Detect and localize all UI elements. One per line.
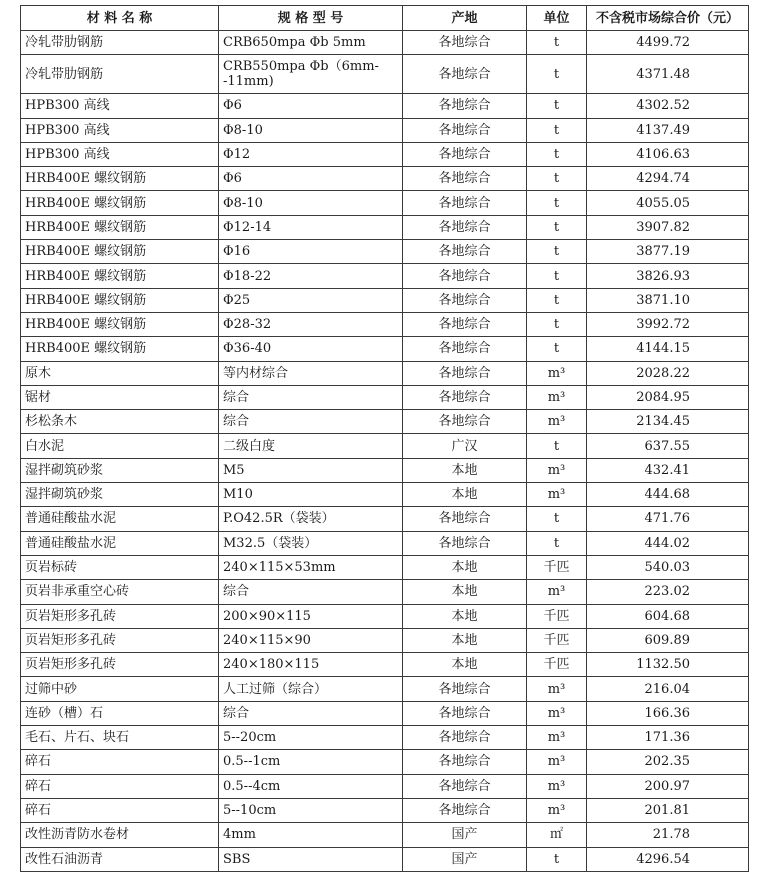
cell-unit: t bbox=[527, 240, 587, 264]
cell-specification: Φ6 bbox=[219, 167, 403, 191]
cell-unit: 千匹 bbox=[527, 653, 587, 677]
cell-specification: 200×90×115 bbox=[219, 604, 403, 628]
cell-unit: m³ bbox=[527, 361, 587, 385]
cell-price: 604.68 bbox=[587, 604, 749, 628]
cell-price: 166.36 bbox=[587, 701, 749, 725]
cell-price: 4137.49 bbox=[587, 118, 749, 142]
table-row bbox=[21, 142, 749, 166]
table-row bbox=[21, 531, 749, 555]
cell-material-name: 碎石 bbox=[21, 750, 219, 774]
table-row bbox=[21, 483, 749, 507]
table-row bbox=[21, 337, 749, 361]
cell-material-name: 原木 bbox=[21, 361, 219, 385]
cell-price: 4055.05 bbox=[587, 191, 749, 215]
cell-origin: 各地综合 bbox=[403, 31, 527, 55]
cell-material-name: 碎石 bbox=[21, 798, 219, 822]
cell-specification: Φ12-14 bbox=[219, 215, 403, 239]
cell-price: 4144.15 bbox=[587, 337, 749, 361]
table-row bbox=[21, 240, 749, 264]
cell-price: 432.41 bbox=[587, 458, 749, 482]
cell-origin: 各地综合 bbox=[403, 167, 527, 191]
table-row bbox=[21, 750, 749, 774]
cell-price: 223.02 bbox=[587, 580, 749, 604]
cell-material-name: 改性石油沥青 bbox=[21, 847, 219, 871]
cell-specification: 0.5--4cm bbox=[219, 774, 403, 798]
cell-origin: 本地 bbox=[403, 628, 527, 652]
table-row bbox=[21, 677, 749, 701]
table-row bbox=[21, 458, 749, 482]
cell-unit: t bbox=[527, 191, 587, 215]
table-row bbox=[21, 385, 749, 409]
cell-specification: M32.5（袋装） bbox=[219, 531, 403, 555]
cell-origin: 各地综合 bbox=[403, 94, 527, 118]
table-row bbox=[21, 94, 749, 118]
cell-price: 4499.72 bbox=[587, 31, 749, 55]
cell-price: 637.55 bbox=[587, 434, 749, 458]
cell-origin: 各地综合 bbox=[403, 337, 527, 361]
cell-unit: t bbox=[527, 31, 587, 55]
cell-unit: t bbox=[527, 337, 587, 361]
cell-origin: 广汉 bbox=[403, 434, 527, 458]
cell-specification: 5--10cm bbox=[219, 798, 403, 822]
cell-unit: t bbox=[527, 167, 587, 191]
cell-unit: m³ bbox=[527, 458, 587, 482]
cell-specification: 综合 bbox=[219, 410, 403, 434]
cell-origin: 各地综合 bbox=[403, 312, 527, 336]
cell-specification: 综合 bbox=[219, 385, 403, 409]
cell-price: 3871.10 bbox=[587, 288, 749, 312]
cell-specification: CRB550mpa Φb（6mm--11mm) bbox=[219, 55, 403, 94]
table-row bbox=[21, 507, 749, 531]
table-header-row bbox=[21, 6, 749, 31]
cell-material-name: HRB400E 螺纹钢筋 bbox=[21, 312, 219, 336]
table-row bbox=[21, 580, 749, 604]
table-row bbox=[21, 701, 749, 725]
cell-specification: Φ16 bbox=[219, 240, 403, 264]
header-origin: 产地 bbox=[403, 6, 527, 31]
table-row bbox=[21, 798, 749, 822]
table-body bbox=[21, 31, 749, 872]
cell-origin: 国产 bbox=[403, 847, 527, 871]
cell-origin: 各地综合 bbox=[403, 264, 527, 288]
cell-unit: t bbox=[527, 288, 587, 312]
cell-material-name: 页岩矩形多孔砖 bbox=[21, 653, 219, 677]
cell-price: 1132.50 bbox=[587, 653, 749, 677]
cell-material-name: 页岩矩形多孔砖 bbox=[21, 628, 219, 652]
cell-origin: 各地综合 bbox=[403, 774, 527, 798]
cell-specification: 综合 bbox=[219, 701, 403, 725]
cell-unit: t bbox=[527, 118, 587, 142]
cell-material-name: HRB400E 螺纹钢筋 bbox=[21, 167, 219, 191]
cell-specification: Φ6 bbox=[219, 94, 403, 118]
cell-origin: 各地综合 bbox=[403, 361, 527, 385]
cell-origin: 各地综合 bbox=[403, 677, 527, 701]
cell-material-name: HRB400E 螺纹钢筋 bbox=[21, 288, 219, 312]
cell-price: 171.36 bbox=[587, 726, 749, 750]
cell-price: 471.76 bbox=[587, 507, 749, 531]
cell-material-name: 连砂（槽）石 bbox=[21, 701, 219, 725]
cell-price: 216.04 bbox=[587, 677, 749, 701]
cell-unit: t bbox=[527, 507, 587, 531]
cell-origin: 各地综合 bbox=[403, 701, 527, 725]
cell-unit: t bbox=[527, 55, 587, 94]
cell-price: 21.78 bbox=[587, 823, 749, 847]
cell-origin: 各地综合 bbox=[403, 531, 527, 555]
cell-origin: 本地 bbox=[403, 580, 527, 604]
table-row bbox=[21, 361, 749, 385]
cell-material-name: 锯材 bbox=[21, 385, 219, 409]
cell-material-name: HPB300 高线 bbox=[21, 118, 219, 142]
cell-origin: 各地综合 bbox=[403, 240, 527, 264]
cell-price: 2134.45 bbox=[587, 410, 749, 434]
cell-specification: 5--20cm bbox=[219, 726, 403, 750]
table-row bbox=[21, 604, 749, 628]
cell-specification: 人工过筛（综合） bbox=[219, 677, 403, 701]
cell-unit: m³ bbox=[527, 385, 587, 409]
price-table bbox=[20, 5, 749, 872]
cell-price: 540.03 bbox=[587, 555, 749, 579]
table-row bbox=[21, 55, 749, 94]
cell-origin: 各地综合 bbox=[403, 142, 527, 166]
cell-price: 201.81 bbox=[587, 798, 749, 822]
cell-unit: ㎡ bbox=[527, 823, 587, 847]
cell-price: 200.97 bbox=[587, 774, 749, 798]
cell-origin: 本地 bbox=[403, 483, 527, 507]
cell-price: 3907.82 bbox=[587, 215, 749, 239]
table-row bbox=[21, 215, 749, 239]
cell-material-name: 白水泥 bbox=[21, 434, 219, 458]
cell-unit: t bbox=[527, 312, 587, 336]
cell-specification: 等内材综合 bbox=[219, 361, 403, 385]
table-row bbox=[21, 555, 749, 579]
cell-origin: 各地综合 bbox=[403, 798, 527, 822]
cell-origin: 国产 bbox=[403, 823, 527, 847]
cell-material-name: HRB400E 螺纹钢筋 bbox=[21, 240, 219, 264]
cell-origin: 本地 bbox=[403, 458, 527, 482]
cell-material-name: 杉松条木 bbox=[21, 410, 219, 434]
cell-origin: 各地综合 bbox=[403, 191, 527, 215]
table-row bbox=[21, 31, 749, 55]
cell-origin: 本地 bbox=[403, 653, 527, 677]
cell-origin: 本地 bbox=[403, 555, 527, 579]
cell-origin: 各地综合 bbox=[403, 118, 527, 142]
cell-specification: Φ25 bbox=[219, 288, 403, 312]
cell-material-name: 页岩矩形多孔砖 bbox=[21, 604, 219, 628]
cell-unit: 千匹 bbox=[527, 555, 587, 579]
cell-origin: 本地 bbox=[403, 604, 527, 628]
cell-price: 202.35 bbox=[587, 750, 749, 774]
cell-specification: Φ8-10 bbox=[219, 118, 403, 142]
cell-price: 609.89 bbox=[587, 628, 749, 652]
cell-material-name: 页岩非承重空心砖 bbox=[21, 580, 219, 604]
cell-specification: 240×115×53mm bbox=[219, 555, 403, 579]
cell-unit: t bbox=[527, 847, 587, 871]
table-row bbox=[21, 191, 749, 215]
cell-specification: 4mm bbox=[219, 823, 403, 847]
table-row bbox=[21, 653, 749, 677]
cell-material-name: HPB300 高线 bbox=[21, 94, 219, 118]
cell-specification: 二级白度 bbox=[219, 434, 403, 458]
cell-origin: 各地综合 bbox=[403, 215, 527, 239]
cell-price: 3877.19 bbox=[587, 240, 749, 264]
cell-price: 4294.74 bbox=[587, 167, 749, 191]
cell-material-name: 普通硅酸盐水泥 bbox=[21, 507, 219, 531]
cell-unit: t bbox=[527, 531, 587, 555]
table-row bbox=[21, 410, 749, 434]
cell-specification: SBS bbox=[219, 847, 403, 871]
cell-origin: 各地综合 bbox=[403, 385, 527, 409]
cell-price: 2028.22 bbox=[587, 361, 749, 385]
cell-unit: m³ bbox=[527, 580, 587, 604]
cell-specification: M5 bbox=[219, 458, 403, 482]
cell-material-name: HRB400E 螺纹钢筋 bbox=[21, 191, 219, 215]
table-row bbox=[21, 264, 749, 288]
cell-material-name: 改性沥青防水卷材 bbox=[21, 823, 219, 847]
cell-unit: m³ bbox=[527, 750, 587, 774]
cell-specification: 240×115×90 bbox=[219, 628, 403, 652]
cell-unit: t bbox=[527, 264, 587, 288]
cell-unit: m³ bbox=[527, 483, 587, 507]
cell-specification: P.O42.5R（袋装） bbox=[219, 507, 403, 531]
table-row bbox=[21, 628, 749, 652]
table-row bbox=[21, 312, 749, 336]
cell-material-name: 普通硅酸盐水泥 bbox=[21, 531, 219, 555]
cell-material-name: 冷轧带肋钢筋 bbox=[21, 31, 219, 55]
table-row bbox=[21, 288, 749, 312]
cell-origin: 各地综合 bbox=[403, 410, 527, 434]
cell-unit: m³ bbox=[527, 798, 587, 822]
cell-specification: Φ28-32 bbox=[219, 312, 403, 336]
cell-origin: 各地综合 bbox=[403, 55, 527, 94]
table-row bbox=[21, 823, 749, 847]
cell-unit: 千匹 bbox=[527, 628, 587, 652]
header-unit: 单位 bbox=[527, 6, 587, 31]
cell-material-name: 湿拌砌筑砂浆 bbox=[21, 458, 219, 482]
table-row bbox=[21, 847, 749, 871]
header-price: 不含税市场综合价（元） bbox=[587, 6, 749, 31]
cell-origin: 各地综合 bbox=[403, 288, 527, 312]
cell-specification: M10 bbox=[219, 483, 403, 507]
cell-specification: 综合 bbox=[219, 580, 403, 604]
cell-unit: m³ bbox=[527, 726, 587, 750]
cell-price: 4106.63 bbox=[587, 142, 749, 166]
cell-unit: m³ bbox=[527, 677, 587, 701]
cell-material-name: HRB400E 螺纹钢筋 bbox=[21, 337, 219, 361]
cell-material-name: HRB400E 螺纹钢筋 bbox=[21, 264, 219, 288]
cell-specification: Φ8-10 bbox=[219, 191, 403, 215]
cell-unit: t bbox=[527, 94, 587, 118]
cell-price: 2084.95 bbox=[587, 385, 749, 409]
cell-material-name: 页岩标砖 bbox=[21, 555, 219, 579]
cell-unit: t bbox=[527, 215, 587, 239]
cell-material-name: 碎石 bbox=[21, 774, 219, 798]
cell-unit: m³ bbox=[527, 701, 587, 725]
cell-price: 4371.48 bbox=[587, 55, 749, 94]
cell-unit: m³ bbox=[527, 410, 587, 434]
cell-origin: 各地综合 bbox=[403, 750, 527, 774]
cell-material-name: 过筛中砂 bbox=[21, 677, 219, 701]
cell-material-name: 毛石、片石、块石 bbox=[21, 726, 219, 750]
header-specification: 规 格 型 号 bbox=[219, 6, 403, 31]
cell-unit: t bbox=[527, 142, 587, 166]
cell-price: 444.68 bbox=[587, 483, 749, 507]
table-row bbox=[21, 118, 749, 142]
cell-material-name: 冷轧带肋钢筋 bbox=[21, 55, 219, 94]
cell-price: 4296.54 bbox=[587, 847, 749, 871]
cell-specification: Φ12 bbox=[219, 142, 403, 166]
cell-material-name: HPB300 高线 bbox=[21, 142, 219, 166]
cell-origin: 各地综合 bbox=[403, 507, 527, 531]
header-material-name: 材 料 名 称 bbox=[21, 6, 219, 31]
table-row bbox=[21, 726, 749, 750]
cell-price: 3826.93 bbox=[587, 264, 749, 288]
cell-specification: 0.5--1cm bbox=[219, 750, 403, 774]
cell-specification: Φ36-40 bbox=[219, 337, 403, 361]
cell-origin: 各地综合 bbox=[403, 726, 527, 750]
cell-specification: Φ18-22 bbox=[219, 264, 403, 288]
cell-price: 4302.52 bbox=[587, 94, 749, 118]
cell-specification: 240×180×115 bbox=[219, 653, 403, 677]
cell-unit: 千匹 bbox=[527, 604, 587, 628]
cell-price: 444.02 bbox=[587, 531, 749, 555]
cell-specification: CRB650mpa Φb 5mm bbox=[219, 31, 403, 55]
cell-unit: t bbox=[527, 434, 587, 458]
table-row bbox=[21, 167, 749, 191]
cell-material-name: HRB400E 螺纹钢筋 bbox=[21, 215, 219, 239]
cell-price: 3992.72 bbox=[587, 312, 749, 336]
cell-material-name: 湿拌砌筑砂浆 bbox=[21, 483, 219, 507]
table-row bbox=[21, 434, 749, 458]
cell-unit: m³ bbox=[527, 774, 587, 798]
table-row bbox=[21, 774, 749, 798]
